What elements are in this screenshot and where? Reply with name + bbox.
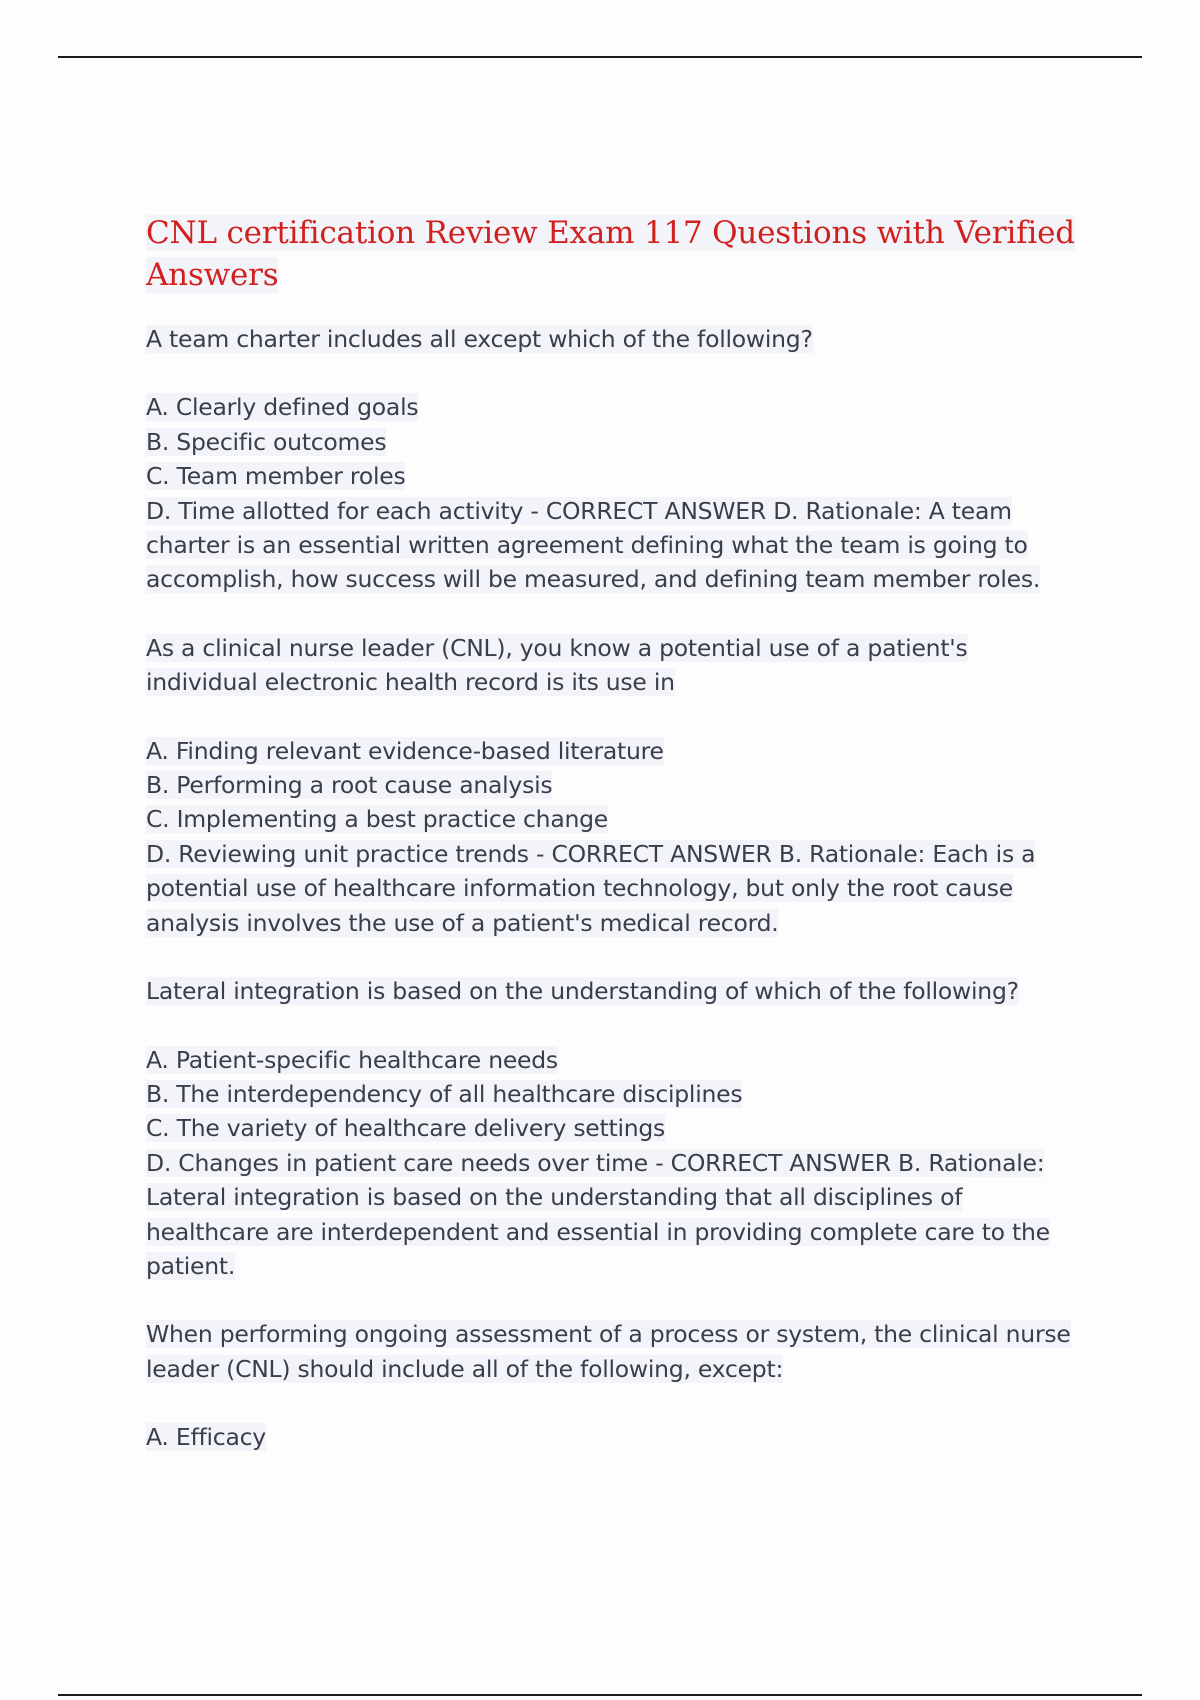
- answer-option-with-rationale: D. Reviewing unit practice trends - CORRECT ANSWER B. Rationale: Each is a potential use of healthcare information technology, but only the root cause analysis involves the use of a patient's medical record.: [146, 839, 1036, 937]
- document-body: [146, 212, 1086, 1489]
- question-block: [146, 974, 1086, 1283]
- answer-option: C. Team member roles: [146, 462, 406, 491]
- answer-option: A. Efficacy: [146, 1423, 266, 1452]
- header-rule: [58, 56, 1142, 58]
- question-stem: A team charter includes all except which of the following?: [146, 325, 813, 353]
- answer-option-with-rationale: D. Time allotted for each activity - CORRECT ANSWER D. Rationale: A team charter is an essential written agreement defining what the team is going to accomplish, how success will be measured, and defining team member roles.: [146, 496, 1041, 594]
- footer-rule: [58, 1694, 1142, 1696]
- answer-option: B. Specific outcomes: [146, 427, 387, 456]
- question-stem: When performing ongoing assessment of a process or system, the clinical nurse leader (CNL) should include all of the following, except:: [146, 1320, 1071, 1383]
- question-stem: Lateral integration is based on the understanding of which of the following?: [146, 977, 1019, 1006]
- answer-option-with-rationale: D. Changes in patient care needs over time - CORRECT ANSWER B. Rationale: Lateral integration is based on the understanding that all disciplines of healthcare are interdependent and essential in providing complete care to the patient.: [146, 1148, 1050, 1280]
- document-title: CNL certification Review Exam 117 Questions with Verified Answers: [146, 215, 1075, 293]
- answer-option: A. Finding relevant evidence-based literature: [146, 736, 664, 765]
- answer-option: A. Patient-specific healthcare needs: [146, 1045, 558, 1074]
- answer-option: C. The variety of healthcare delivery settings: [146, 1114, 666, 1143]
- answer-option: C. Implementing a best practice change: [146, 805, 608, 834]
- answer-option: B. The interdependency of all healthcare disciplines: [146, 1079, 743, 1108]
- question-block: [146, 1317, 1086, 1454]
- question-block: [146, 631, 1086, 940]
- answer-option: B. Performing a root cause analysis: [146, 771, 553, 800]
- question-block: [146, 322, 1086, 597]
- question-stem: As a clinical nurse leader (CNL), you know a potential use of a patient's individual electronic health record is its use in: [146, 633, 968, 697]
- answer-option: A. Clearly defined goals: [146, 393, 419, 422]
